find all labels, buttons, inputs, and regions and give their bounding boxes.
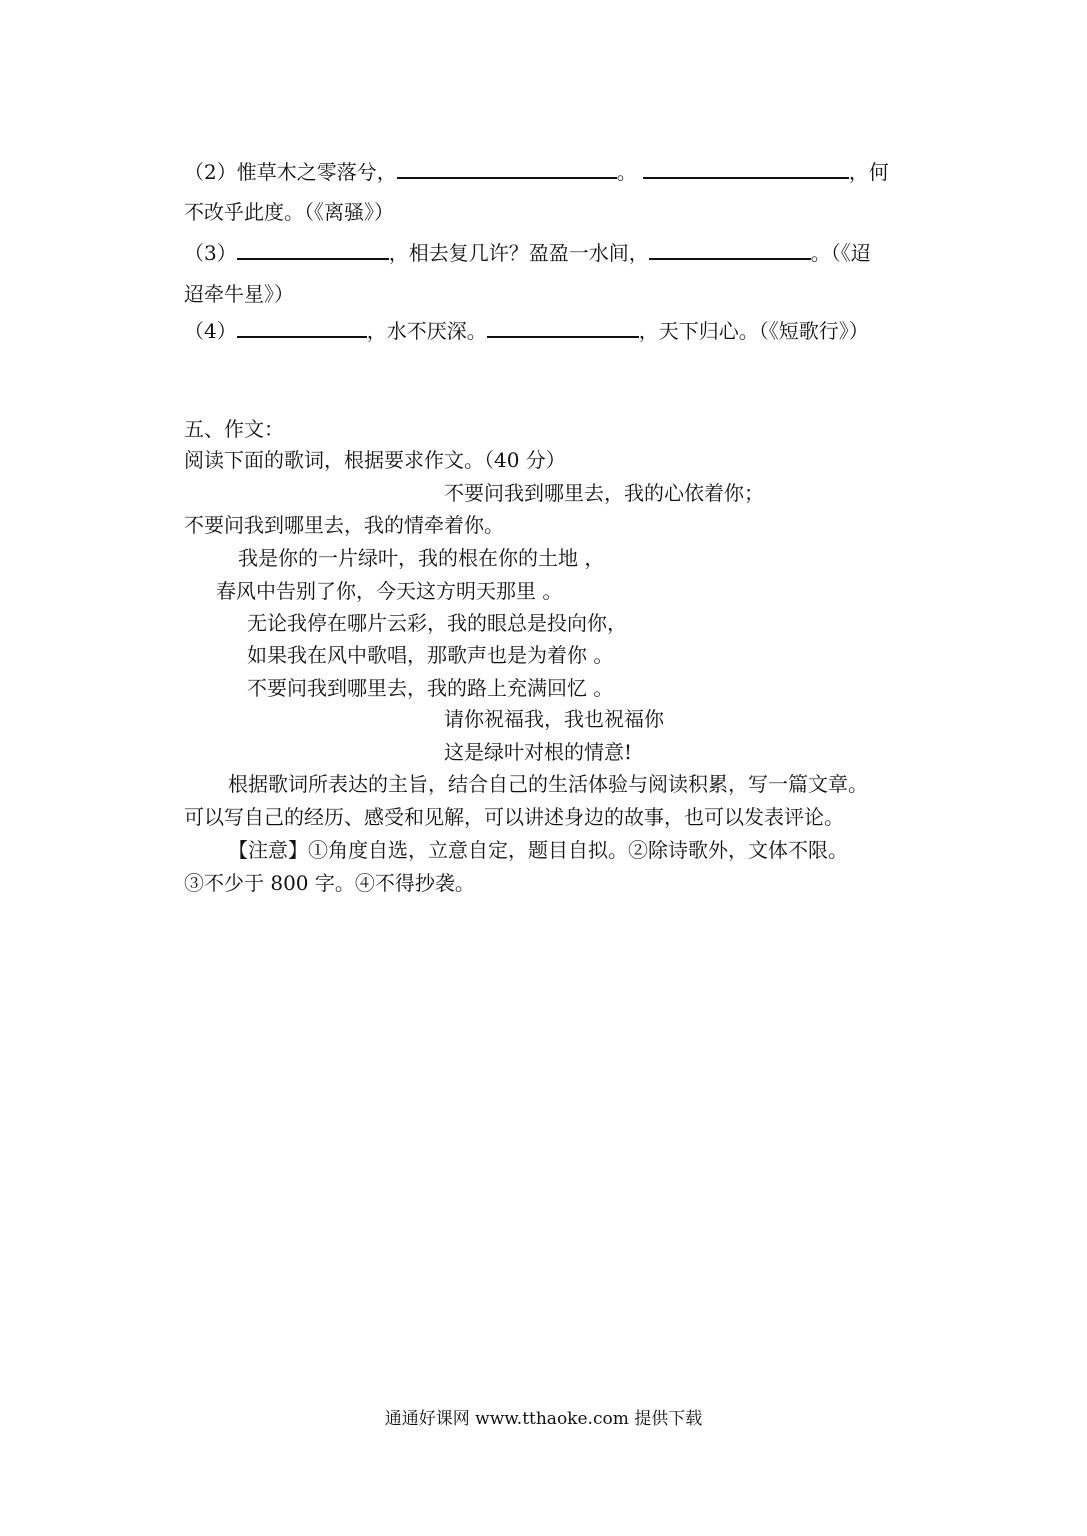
essay-heading: 五、作文：	[184, 417, 284, 441]
question-3-mid: ，相去复几许？盈盈一水间，	[388, 241, 649, 265]
answer-blank	[237, 318, 367, 338]
question-4-mid: ，水不厌深。	[366, 319, 487, 343]
essay-notice: ③不少于 800 字。④不得抄袭。	[184, 871, 475, 895]
question-3-line-1	[184, 239, 871, 267]
question-2-line-1	[184, 158, 889, 186]
answer-blank	[397, 159, 617, 179]
lyric-line: 不要问我到哪里去，我的路上充满回忆 。	[247, 676, 614, 700]
question-2-line-2	[184, 198, 394, 226]
answer-blank	[237, 240, 389, 260]
lyric-line: 请你祝福我，我也祝福你	[444, 707, 664, 731]
answer-blank	[649, 240, 811, 260]
lyric-line: 如果我在风中歌唱，那歌声也是为着你 。	[247, 643, 614, 667]
answer-blank	[643, 159, 849, 179]
question-2-suffix: ，何	[848, 160, 889, 184]
lyric-line: 这是绿叶对根的情意!	[444, 740, 633, 764]
question-2-continuation: 不改乎此度。（《离骚》）	[184, 200, 394, 224]
question-3-continuation: 迢牵牛星》）	[184, 282, 294, 306]
essay-requirement: 根据歌词所表达的主旨，结合自己的生活体验与阅读积累，写一篇文章。	[228, 772, 868, 796]
answer-blank	[487, 318, 639, 338]
lyric-line: 春风中告别了你，今天这方明天那里 。	[216, 579, 563, 603]
lyric-line: 不要问我到哪里去，我的心依着你；	[444, 481, 764, 505]
question-4-suffix: ，天下归心。（《短歌行》）	[638, 319, 869, 343]
essay-requirement: 可以写自己的经历、感受和见解，可以讲述身边的故事，也可以发表评论。	[184, 805, 844, 829]
question-2-mid: 。	[616, 160, 637, 184]
essay-instruction: 阅读下面的歌词，根据要求作文。（40 分）	[184, 448, 566, 472]
lyric-line: 我是你的一片绿叶，我的根在你的土地 ，	[238, 546, 605, 570]
question-3-line-2	[184, 280, 294, 308]
question-4-line	[184, 317, 869, 345]
question-2-prefix: （2）惟草木之零落兮，	[184, 160, 397, 184]
page-footer: 通通好课网 www.tthaoke.com 提供下载	[384, 1409, 703, 1429]
lyric-line: 无论我停在哪片云彩，我的眼总是投向你，	[247, 611, 627, 635]
question-3-prefix: （3）	[184, 241, 237, 265]
question-4-prefix: （4）	[184, 319, 237, 343]
lyric-line: 不要问我到哪里去，我的情牵着你。	[184, 513, 504, 537]
essay-notice: 【注意】①角度自选，立意自定，题目自拟。②除诗歌外，文体不限。	[228, 838, 848, 862]
question-3-suffix: 。（《迢	[810, 241, 871, 265]
